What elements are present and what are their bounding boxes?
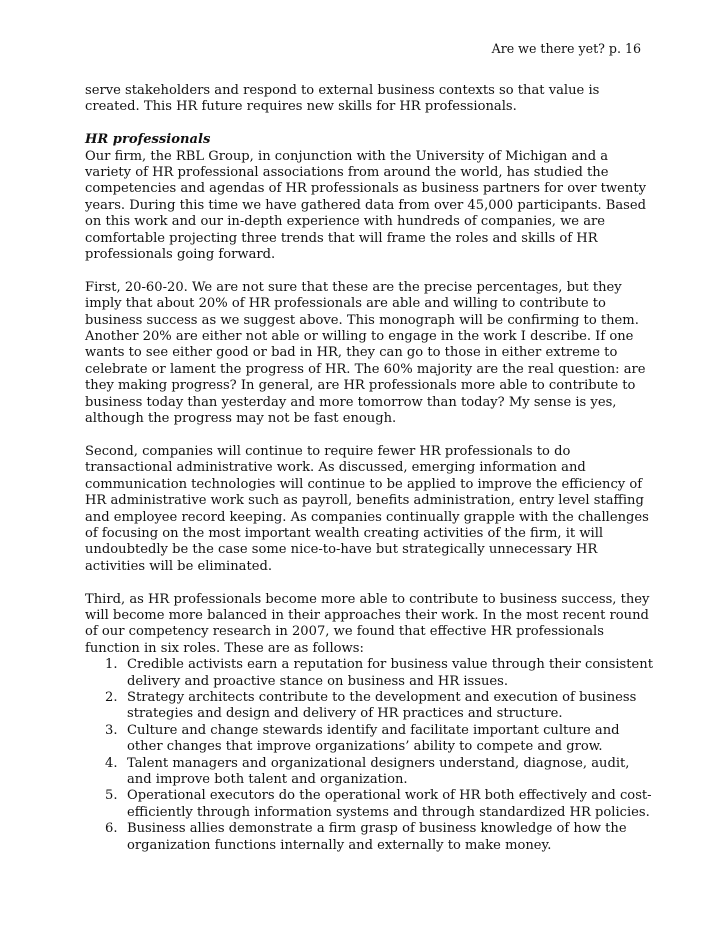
body-text bbox=[85, 83, 653, 854]
list-item-number: 4. bbox=[105, 755, 118, 771]
section-paragraph: Our firm, the RBL Group, in conjunction with the University of Michigan and a variety of HR professional associations from around the world, has studied the competencies and agendas of HR professionals as business partners for over twenty years. During this time we have gathered data from over 45,000 participants. Based on this work and our in-depth experience with hundreds of companies, we are comfortable projecting three trends that will frame the roles and skills of HR professionals going forward. bbox=[85, 148, 647, 263]
list-item-text: Credible activists earn a reputation for business value through their consistent delivery and proactive stance on business and HR issues. bbox=[127, 657, 653, 689]
intro-paragraph: serve stakeholders and respond to external business contexts so that value is created. This HR future requires new skills for HR professionals. bbox=[85, 83, 600, 115]
list-item-number: 1. bbox=[105, 657, 118, 673]
third-trend-paragraph: Third, as HR professionals become more able to contribute to business success, they will become more balanced in their approaches their work. In the most recent round of our competency research in 2007, we found that effective HR professionals function in six roles. These are as follows: bbox=[85, 591, 650, 656]
list-item bbox=[85, 657, 653, 690]
roles-list bbox=[85, 657, 653, 854]
list-item bbox=[85, 723, 653, 756]
first-trend-paragraph: First, 20-60-20. We are not sure that these are the precise percentages, but they imply that about 20% of HR professionals are able and willing to contribute to business success as we suggest above. This monograph will be confirming to them. Another 20% are either not able or willing to engage in the work I describe. If one wants to see either good or bad in HR, they can go to those in either extreme to celebrate or lament the progress of HR. The 60% majority are the real question: are they making progress? In general, are HR professionals more able to contribute to business today than yesterday and more tomorrow than today? My sense is yes, although the progress may not be fast enough. bbox=[85, 279, 646, 427]
list-item bbox=[85, 821, 653, 854]
list-item-text: Talent managers and organizational designers understand, diagnose, audit, and improve both talent and organization. bbox=[127, 755, 630, 787]
list-item-number: 3. bbox=[105, 722, 118, 738]
running-header: Are we there yet? p. 16 bbox=[491, 41, 641, 56]
list-item-text: Strategy architects contribute to the development and execution of business strategies and design and delivery of HR practices and structure. bbox=[127, 689, 637, 722]
list-item-text: Operational executors do the operational work of HR both effectively and cost-efficiently through information systems and through standardized HR policies. bbox=[127, 788, 652, 820]
list-item-number: 6. bbox=[105, 821, 118, 837]
section-heading: HR professionals bbox=[85, 132, 211, 148]
list-item bbox=[85, 690, 653, 723]
list-item-text: Business allies demonstrate a firm grasp of business knowledge of how the organization functions internally and externally to make money. bbox=[127, 821, 627, 853]
list-item-number: 5. bbox=[105, 788, 118, 804]
second-trend-paragraph: Second, companies will continue to require fewer HR professionals to do transactional administrative work. As discussed, emerging information and communication technologies will continue to be applied to improve the efficiency of HR administrative work such as payroll, benefits administration, entry level staffing and employee record keeping. As companies continually grapple with the challenges of focusing on the most important wealth creating activities of the firm, it will undoubtedly be the case some nice-to-have but strategically unnecessary HR activities will be eliminated. bbox=[85, 443, 649, 574]
list-item-number: 2. bbox=[105, 689, 118, 705]
list-item-text: Culture and change stewards identify and facilitate important culture and other changes that improve organizations’ ability to compete and grow. bbox=[127, 722, 620, 755]
list-item bbox=[85, 788, 653, 821]
list-item bbox=[85, 756, 653, 789]
